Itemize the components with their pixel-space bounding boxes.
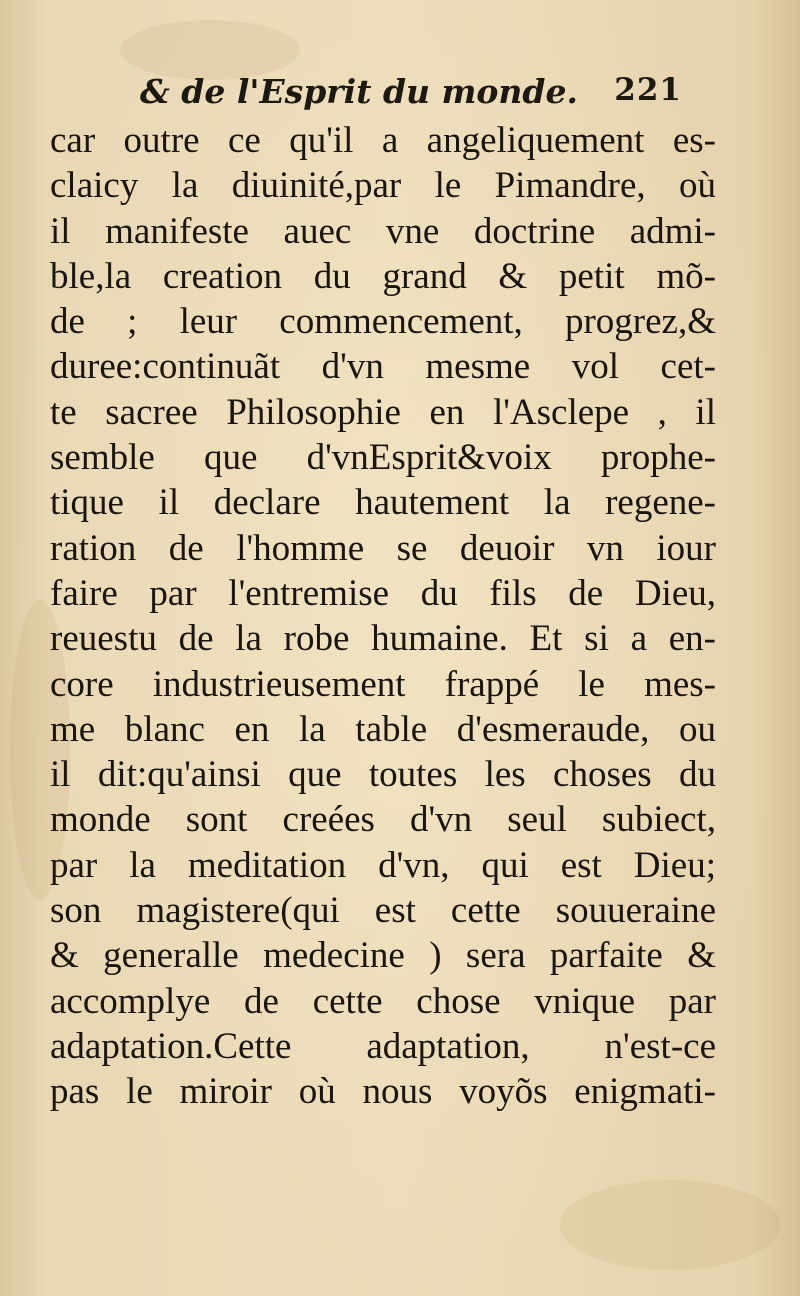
text-line: claicy la diuinité,par le Pimandre, où bbox=[50, 165, 716, 207]
text-line: accomplye de cette chose vnique par bbox=[50, 980, 716, 1022]
page-number: 221 bbox=[614, 72, 682, 108]
text-line: son magistere(qui est cette souueraine bbox=[50, 890, 716, 932]
text-line: il dit:qu'ainsi que toutes les choses du bbox=[50, 754, 716, 796]
text-line: adaptation.Cette adaptation, n'est-ce bbox=[50, 1025, 716, 1067]
text-line: semble que d'vnEsprit&voix prophe- bbox=[50, 437, 716, 479]
text-line: il manifeste auec vne doctrine admi- bbox=[50, 210, 716, 252]
text-line: core industrieusement frappé le mes- bbox=[50, 663, 716, 705]
running-head bbox=[140, 72, 700, 118]
text-line: faire par l'entremise du fils de Dieu, bbox=[50, 572, 716, 614]
paper-stain bbox=[120, 20, 300, 80]
text-line: par la meditation d'vn, qui est Dieu; bbox=[50, 844, 716, 886]
text-line: reuestu de la robe humaine. Et si a en- bbox=[50, 618, 716, 660]
text-line: tique il declare hautement la regene- bbox=[50, 482, 716, 524]
paper-stain bbox=[560, 1180, 780, 1270]
text-line: ration de l'homme se deuoir vn iour bbox=[50, 527, 716, 569]
running-head-title: & de l'Esprit du monde. bbox=[140, 72, 578, 111]
text-line: & generalle medecine ) sera parfaite & bbox=[50, 935, 716, 977]
text-line: ble,la creation du grand & petit mõ- bbox=[50, 255, 716, 297]
text-line: te sacree Philosophie en l'Asclepe , il bbox=[50, 391, 716, 433]
text-line: de ; leur commencement, progrez,& bbox=[50, 301, 716, 343]
text-line: monde sont creées d'vn seul subiect, bbox=[50, 799, 716, 841]
text-line: duree:continuãt d'vn mesme vol cet- bbox=[50, 346, 716, 388]
text-line: me blanc en la table d'esmeraude, ou bbox=[50, 708, 716, 750]
body-text bbox=[50, 118, 716, 1115]
text-line: car outre ce qu'il a angeliquement es- bbox=[50, 120, 716, 161]
text-line: pas le miroir où nous voyõs enigmati- bbox=[50, 1071, 716, 1113]
